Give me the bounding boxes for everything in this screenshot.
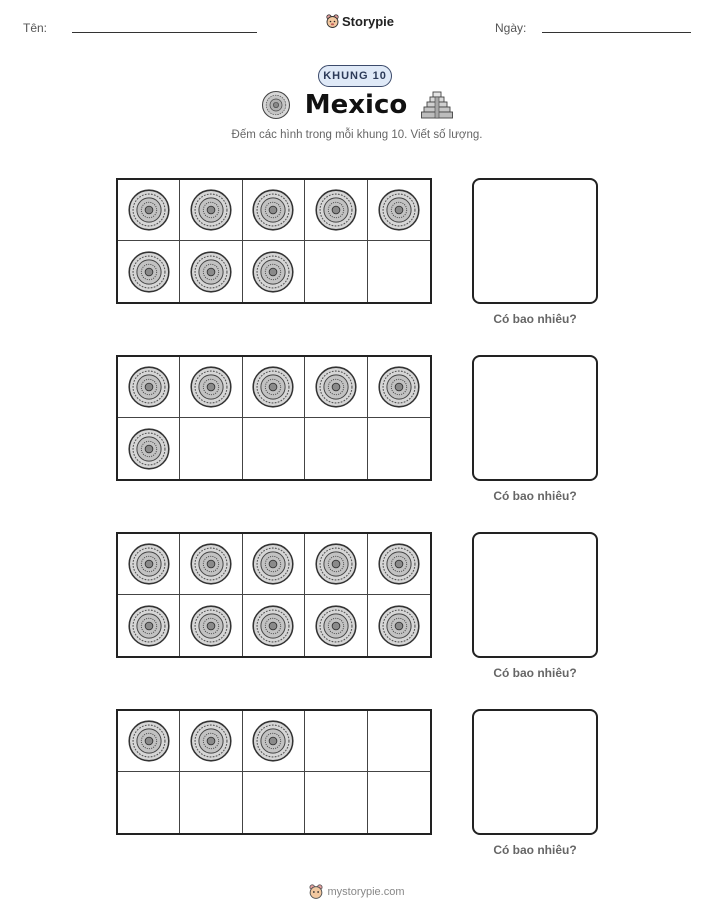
aztec-calendar-stone-icon xyxy=(377,604,421,648)
frame-cell xyxy=(118,180,180,241)
aztec-calendar-stone-icon xyxy=(127,250,171,294)
ten-frame-3 xyxy=(116,532,432,658)
frame-cell xyxy=(305,772,367,833)
frame-cell xyxy=(368,357,430,418)
storypie-logo xyxy=(326,14,394,29)
frame-cell xyxy=(305,180,367,241)
answer-prompt-2: Có bao nhiêu? xyxy=(493,489,577,503)
aztec-calendar-stone-icon xyxy=(251,188,295,232)
storypie-mascot-icon xyxy=(309,884,323,900)
aztec-calendar-stone-icon xyxy=(127,365,171,409)
aztec-calendar-stone-icon xyxy=(127,604,171,648)
frame-cell xyxy=(368,418,430,479)
frame-cell xyxy=(368,534,430,595)
frame-cell xyxy=(118,418,180,479)
answer-box-1[interactable] xyxy=(472,178,598,304)
frame-cell xyxy=(180,595,242,656)
frame-cell xyxy=(118,772,180,833)
aztec-calendar-stone-icon xyxy=(127,719,171,763)
page-title: Mexico xyxy=(304,90,408,120)
frame-cell xyxy=(368,595,430,656)
answer-box-4[interactable] xyxy=(472,709,598,835)
frame-cell xyxy=(243,241,305,302)
frame-cell xyxy=(305,357,367,418)
answer-box-3[interactable] xyxy=(472,532,598,658)
name-line[interactable] xyxy=(72,32,257,33)
frame-cell xyxy=(368,180,430,241)
aztec-calendar-stone-icon xyxy=(377,542,421,586)
brand-name: Storypie xyxy=(342,14,395,29)
frame-cell xyxy=(180,534,242,595)
answer-prompt-4: Có bao nhiêu? xyxy=(493,843,577,857)
ten-frame-1 xyxy=(116,178,432,304)
frame-cell xyxy=(243,534,305,595)
aztec-calendar-stone-icon xyxy=(314,542,358,586)
frame-cell xyxy=(118,241,180,302)
date-label: Ngày: xyxy=(495,21,527,35)
aztec-calendar-stone-icon xyxy=(127,427,171,471)
frame-cell xyxy=(243,418,305,479)
aztec-calendar-stone-icon xyxy=(189,604,233,648)
frame-cell xyxy=(368,772,430,833)
frame-cell xyxy=(368,711,430,772)
aztec-calendar-stone-icon xyxy=(251,250,295,294)
aztec-calendar-stone-icon xyxy=(377,188,421,232)
worksheet-type-badge: KHUNG 10 xyxy=(318,65,392,87)
ten-frame-4 xyxy=(116,709,432,835)
aztec-calendar-stone-icon xyxy=(127,188,171,232)
aztec-calendar-stone-icon xyxy=(251,542,295,586)
aztec-calendar-stone-icon xyxy=(251,604,295,648)
title-row xyxy=(0,90,714,120)
frame-cell xyxy=(118,595,180,656)
frame-cell xyxy=(305,241,367,302)
frame-cell xyxy=(243,357,305,418)
frame-cell xyxy=(180,418,242,479)
name-label: Tên: xyxy=(23,21,48,35)
aztec-calendar-stone-icon xyxy=(314,365,358,409)
aztec-calendar-stone-icon xyxy=(314,188,358,232)
ten-frame-2 xyxy=(116,355,432,481)
aztec-calendar-stone-icon xyxy=(314,604,358,648)
frame-cell xyxy=(243,711,305,772)
footer-url: mystorypie.com xyxy=(327,886,405,898)
aztec-calendar-stone-icon xyxy=(189,250,233,294)
frame-cell xyxy=(243,180,305,241)
frame-cell xyxy=(305,711,367,772)
aztec-calendar-stone-icon xyxy=(189,188,233,232)
frame-cell xyxy=(118,357,180,418)
frame-cell xyxy=(118,711,180,772)
answer-box-2[interactable] xyxy=(472,355,598,481)
date-line[interactable] xyxy=(542,32,691,33)
frame-cell xyxy=(180,711,242,772)
aztec-calendar-stone-icon xyxy=(377,365,421,409)
aztec-calendar-stone-icon xyxy=(261,90,291,120)
frame-cell xyxy=(243,595,305,656)
frame-cell xyxy=(243,772,305,833)
frame-cell xyxy=(305,418,367,479)
aztec-calendar-stone-icon xyxy=(127,542,171,586)
aztec-calendar-stone-icon xyxy=(251,719,295,763)
frame-cell xyxy=(180,241,242,302)
aztec-calendar-stone-icon xyxy=(189,719,233,763)
answer-prompt-1: Có bao nhiêu? xyxy=(493,312,577,326)
aztec-calendar-stone-icon xyxy=(189,542,233,586)
frame-cell xyxy=(180,357,242,418)
frame-cell xyxy=(368,241,430,302)
frame-cell xyxy=(118,534,180,595)
answer-prompt-3: Có bao nhiêu? xyxy=(493,666,577,680)
frame-cell xyxy=(305,595,367,656)
footer xyxy=(0,884,714,900)
frame-cell xyxy=(180,772,242,833)
frame-cell xyxy=(180,180,242,241)
storypie-mascot-icon xyxy=(326,14,339,29)
aztec-calendar-stone-icon xyxy=(251,365,295,409)
frame-cell xyxy=(305,534,367,595)
instructions: Đếm các hình trong mỗi khung 10. Viết số lượng. xyxy=(231,129,483,141)
pyramid-icon xyxy=(421,90,453,120)
aztec-calendar-stone-icon xyxy=(189,365,233,409)
